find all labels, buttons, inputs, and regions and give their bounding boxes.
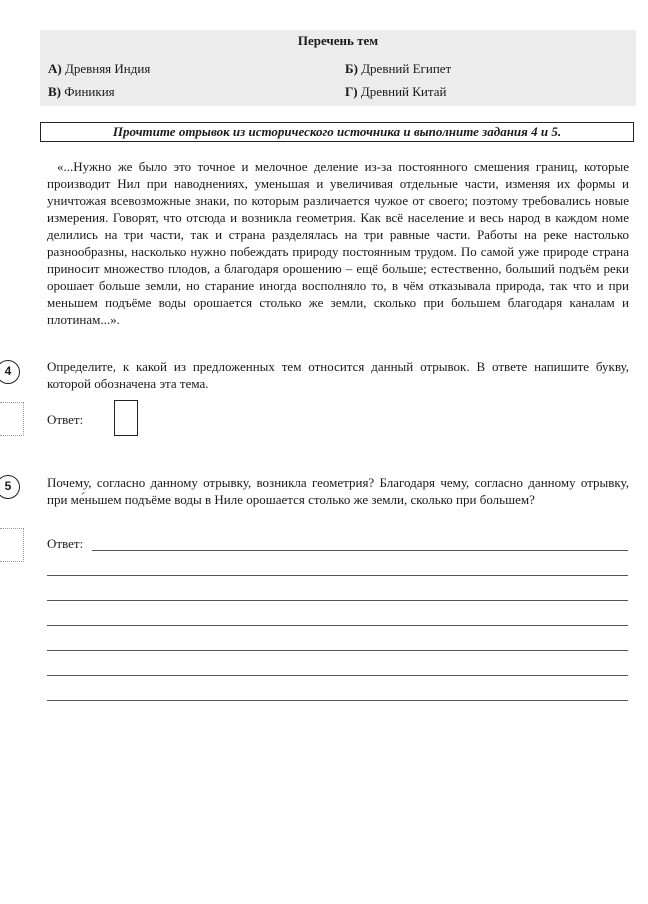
- topic-v: [48, 84, 115, 100]
- topic-letter: А): [48, 61, 62, 76]
- topic-name: Древняя Индия: [64, 61, 151, 76]
- topic-name: Древний Египет: [361, 61, 452, 76]
- topic-a: [48, 61, 150, 77]
- task-5-number: 5: [0, 475, 20, 499]
- answer-line[interactable]: [47, 575, 628, 576]
- answer-line[interactable]: [47, 600, 628, 601]
- task-5-score-box: [0, 528, 24, 562]
- topics-title: Перечень тем: [297, 33, 379, 48]
- task-4-number: 4: [0, 360, 20, 384]
- task-4-answer-box[interactable]: [114, 400, 138, 436]
- topic-letter: В): [48, 84, 61, 99]
- task-5-text: Почему, согласно данному отрывку, возникла геометрия? Благодаря чему, согласно данному отрывку, при ме́ньшем подъёме воды в Ниле орошается столько же земли, сколько при большем?: [47, 475, 629, 507]
- task-4-answer-label: Ответ:: [47, 412, 84, 427]
- answer-line[interactable]: [47, 700, 628, 701]
- topic-name: Финикия: [64, 84, 115, 99]
- answer-line[interactable]: [47, 675, 628, 676]
- topic-letter: Г): [345, 84, 358, 99]
- topic-g: [345, 84, 446, 100]
- topics-list: [40, 30, 636, 106]
- answer-line[interactable]: [47, 625, 628, 626]
- instruction-box: Прочтите отрывок из исторического источника и выполните задания 4 и 5.: [40, 122, 634, 142]
- source-excerpt: «...Нужно же было это точное и мелочное деление из-за постоянного смешения границ, которые производит Нил при наводнениях, уменьшая и увеличивая отдельные части, изменяя их формы и уничтожая всевозможные знаки, по которым различается чужое от своего; поэтому требовались новые измерения. Говорят, что отсюда и возникла геометрия. Как всё население и весь народ в каждом номе делились на три части, так и страна разделялась на три равные части. Работы на реке настолько разнообразны, насколько нужно побеждать природу постоянным трудом. По самой уже природе страна приносит множество плодов, а благодаря орошению – ещё больше; естественно, больший подъём реки орошает больше земли, но старание иногда восполняло то, в чём отказывала природа, так что и при меньшем подъёме воды орошается столько же земли, сколько при большем благодаря каналам и плотинам...».: [47, 159, 629, 327]
- answer-line[interactable]: [47, 650, 628, 651]
- task-5-answer-label: Ответ:: [47, 536, 84, 551]
- topic-name: Древний Китай: [360, 84, 447, 99]
- task-4-text: Определите, к какой из предложенных тем относится данный отрывок. В ответе напишите букву, которой обозначена эта тема.: [47, 359, 629, 391]
- topic-letter: Б): [345, 61, 358, 76]
- task-4-score-box: [0, 402, 24, 436]
- answer-line[interactable]: [92, 550, 628, 551]
- topic-b: [345, 61, 451, 77]
